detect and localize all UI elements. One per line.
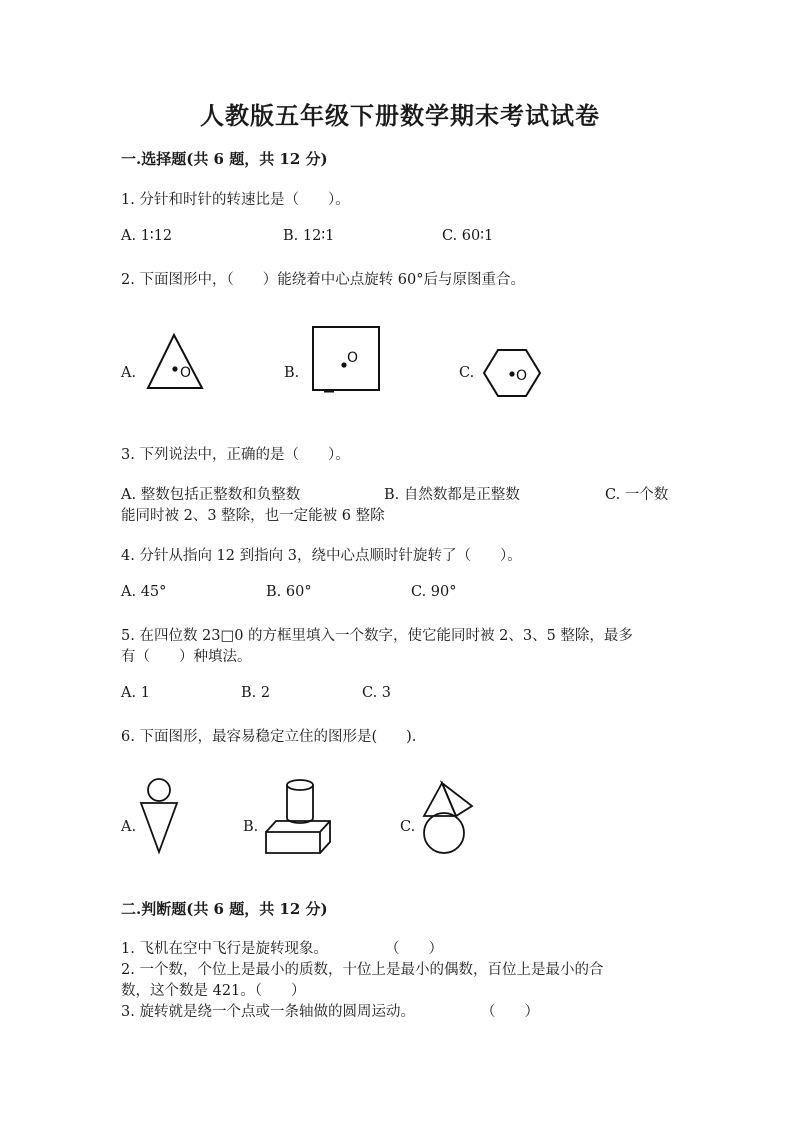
question-1: 1. 分针和时针的转速比是（ ）。 [121, 192, 350, 208]
q3-option-b: B. 自然数都是正整数 [384, 487, 520, 503]
question-5-continuation: 有（ ）种填法。 [121, 649, 252, 665]
question-5: 5. 在四位数 23□0 的方框里填入一个数字，使它能同时被 2、3、5 整除，最多 [121, 628, 633, 644]
section-heading-choice: 一.选择题(共 6 题，共 12 分) [121, 150, 328, 168]
cylinder-on-block-figure [262, 776, 334, 856]
q5-option-b: B. 2 [241, 685, 271, 701]
q2-label-c: C. [459, 365, 475, 381]
q3-option-a: A. 整数包括正整数和负整数 [121, 487, 301, 503]
q3-option-c: C. 一个数 [605, 487, 669, 503]
q5-option-a: A. 1 [121, 685, 150, 701]
question-4: 4. 分针从指向 12 到指向 3，绕中心点顺时针旋转了（ ）。 [121, 548, 522, 564]
q5-option-c: C. 3 [362, 685, 392, 701]
q1-option-b: B. 12∶1 [283, 228, 335, 244]
q2-label-a: A. [121, 365, 137, 381]
q6-label-b: B. [243, 819, 259, 835]
center-mark-o: O [347, 350, 359, 366]
judge-item-3-blank: （ ） [481, 1004, 539, 1020]
page-title: 人教版五年级下册数学期末考试试卷 [200, 101, 600, 130]
triangle-figure [144, 330, 208, 392]
ball-on-cone-figure [138, 776, 182, 856]
judge-item-2-continuation: 数，这个数是 421。（ ） [121, 983, 306, 999]
q4-option-a: A. 45° [121, 584, 167, 600]
hexagon-figure [480, 346, 544, 402]
square-figure [310, 324, 384, 396]
judge-item-1-blank: （ ） [385, 941, 443, 957]
question-2: 2. 下面图形中，（ ）能绕着中心点旋转 60°后与原图重合。 [121, 272, 526, 288]
q4-option-b: B. 60° [266, 584, 312, 600]
center-mark-o: O [180, 365, 192, 381]
cone-on-ball-figure [418, 780, 474, 856]
judge-item-1: 1. 飞机在空中飞行是旋转现象。 [121, 941, 328, 957]
section-heading-judge: 二.判断题(共 6 题，共 12 分) [121, 900, 328, 918]
question-6: 6. 下面图形，最容易稳定立住的图形是( ). [121, 729, 417, 745]
q6-label-a: A. [121, 819, 137, 835]
judge-item-2: 2. 一个数，个位上是最小的质数，十位上是最小的偶数，百位上是最小的合 [121, 962, 604, 978]
question-3: 3. 下列说法中，正确的是（ ）。 [121, 447, 350, 463]
q4-option-c: C. 90° [411, 584, 457, 600]
q1-option-c: C. 60∶1 [442, 228, 494, 244]
judge-item-3: 3. 旋转就是绕一个点或一条轴做的圆周运动。 [121, 1004, 415, 1020]
center-mark-o: O [516, 368, 528, 384]
q3-option-c-continuation: 能同时被 2、3 整除，也一定能被 6 整除 [121, 508, 385, 524]
q1-option-a: A. 1∶12 [121, 228, 173, 244]
q2-label-b: B. [284, 365, 300, 381]
q6-label-c: C. [400, 819, 416, 835]
